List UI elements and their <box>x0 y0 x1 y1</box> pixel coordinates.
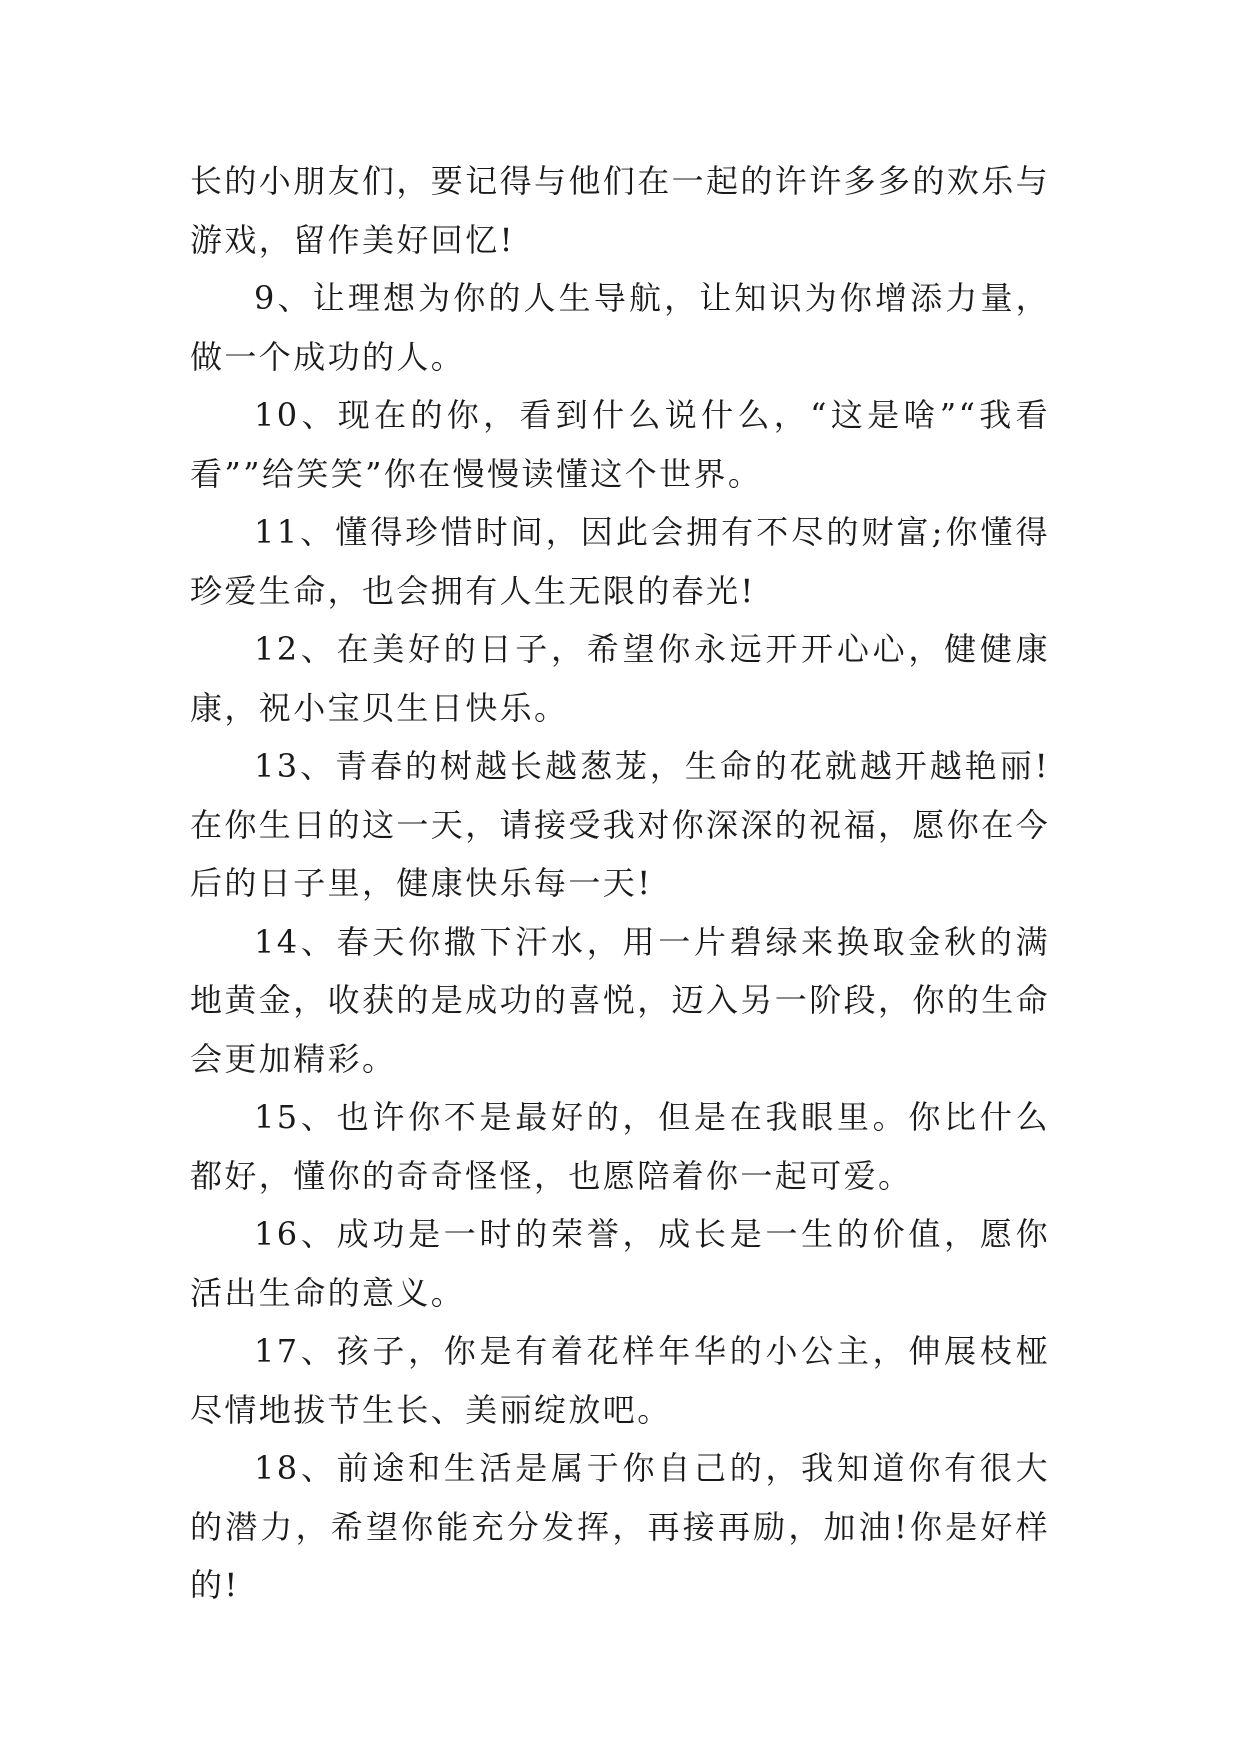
document-body <box>190 152 1050 1615</box>
paragraph-14: 14、春天你撒下汗水，用一片碧绿来换取金秋的满地黄金，收获的是成功的喜悦，迈入另一阶段，你的生命会更加精彩。 <box>190 922 1051 1078</box>
paragraph-16: 16、成功是一时的荣誉，成长是一生的价值，愿你活出生命的意义。 <box>190 1215 1050 1312</box>
paragraph-18: 18、前途和生活是属于你自己的，我知道你有很大的潜力，希望你能充分发挥，再接再励，加油!你是好样的! <box>190 1449 1050 1604</box>
paragraph-13: 13、青春的树越长越葱茏，生命的花就越开越艳丽!在你生日的这一天，请接受我对你深深的祝福，愿你在今后的日子里，健康快乐每一天! <box>190 747 1051 902</box>
paragraph-17: 17、孩子，你是有着花样年华的小公主，伸展枝桠尽情地拔节生长、美丽绽放吧。 <box>190 1332 1050 1429</box>
paragraph-12: 12、在美好的日子，希望你永远开开心心，健健康康，祝小宝贝生日快乐。 <box>190 630 1050 727</box>
paragraph-15: 15、也许你不是最好的，但是在我眼里。你比什么都好，懂你的奇奇怪怪，也愿陪着你一起可爱。 <box>190 1098 1050 1195</box>
paragraph-9: 9、让理想为你的人生导航，让知识为你增添力量，做一个成功的人。 <box>190 279 1050 376</box>
paragraph-continued: 长的小朋友们，要记得与他们在一起的许许多多的欢乐与游戏，留作美好回忆! <box>190 162 1051 259</box>
paragraph-11: 11、懂得珍惜时间，因此会拥有不尽的财富;你懂得珍爱生命，也会拥有人生无限的春光! <box>190 513 1050 610</box>
paragraph-10: 10、现在的你，看到什么说什么，“这是啥”“我看看””给笑笑”你在慢慢读懂这个世界。 <box>190 396 1050 493</box>
